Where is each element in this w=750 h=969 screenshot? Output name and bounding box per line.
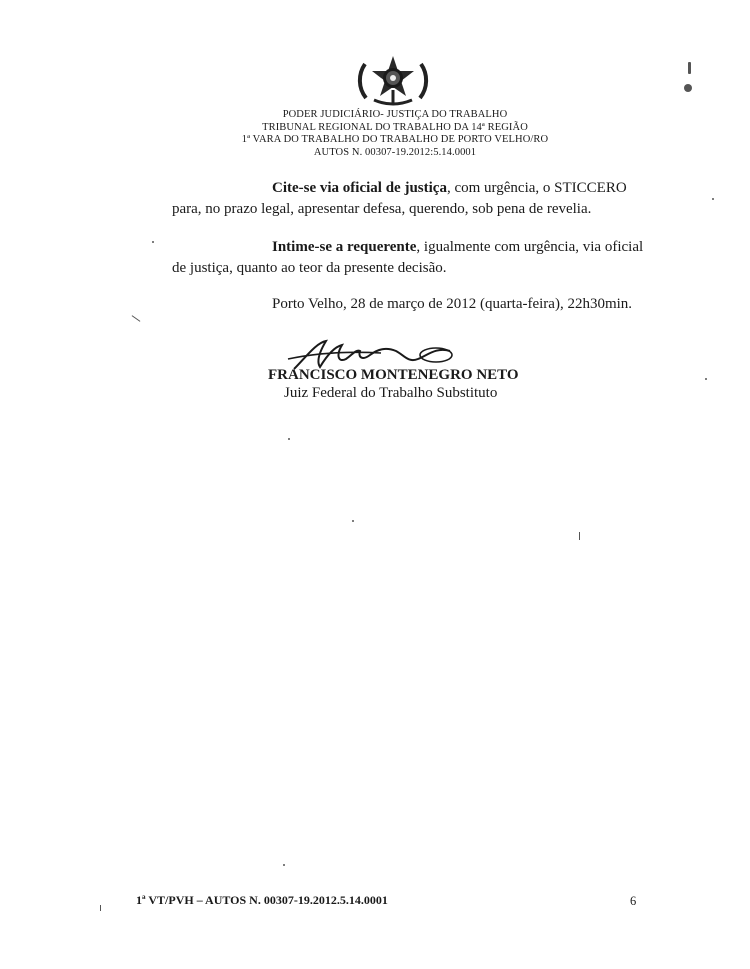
scan-speck xyxy=(152,241,154,243)
date-line: Porto Velho, 28 de março de 2012 (quarta-feira), 22h30min. xyxy=(272,296,633,312)
court-header xyxy=(180,109,610,159)
scan-speck xyxy=(283,864,285,866)
scan-speck xyxy=(684,84,692,92)
paragraph-citation xyxy=(172,178,652,220)
citation-text: , com urgência, o STICCERO para, no prazo legal, apresentar defesa, querendo, sob pena de revelia. xyxy=(172,180,627,217)
citation-bold-text: Cite-se via oficial de justiça xyxy=(272,180,447,196)
intimation-text: , igualmente com urgência, via oficial de justiça, quanto ao teor da presente decisão. xyxy=(172,239,644,276)
signer-name: FRANCISCO MONTENEGRO NETO xyxy=(268,367,519,383)
header-line-vara: 1ª VARA DO TRABALHO DO TRABALHO DE PORTO VELHO/RO xyxy=(241,134,549,145)
intimation-bold-text: Intime-se a requerente xyxy=(272,239,417,255)
scan-speck xyxy=(288,438,290,440)
footer-case-reference: 1ª VT/PVH – AUTOS N. 00307-19.2012.5.14.0001 xyxy=(136,893,388,907)
brazil-coat-of-arms-icon xyxy=(356,54,430,108)
scan-speck xyxy=(712,198,714,200)
scan-speck xyxy=(705,378,707,380)
signer-role: Juiz Federal do Trabalho Substituto xyxy=(284,385,498,401)
header-line-case-number: AUTOS N. 00307-19.2012:5.14.0001 xyxy=(313,146,477,158)
scan-speck xyxy=(100,905,101,911)
scan-speck xyxy=(352,520,354,522)
scan-speck xyxy=(132,315,141,322)
header-line-judiciary: PODER JUDICIÁRIO- JUSTIÇA DO TRABALHO xyxy=(282,109,508,120)
paragraph-intimation xyxy=(172,237,652,279)
scan-speck xyxy=(688,62,691,74)
scan-speck xyxy=(579,532,580,540)
header-line-tribunal: TRIBUNAL REGIONAL DO TRABALHO DA 14ª REGIÃO xyxy=(262,121,528,133)
page-number: 6 xyxy=(630,894,637,908)
